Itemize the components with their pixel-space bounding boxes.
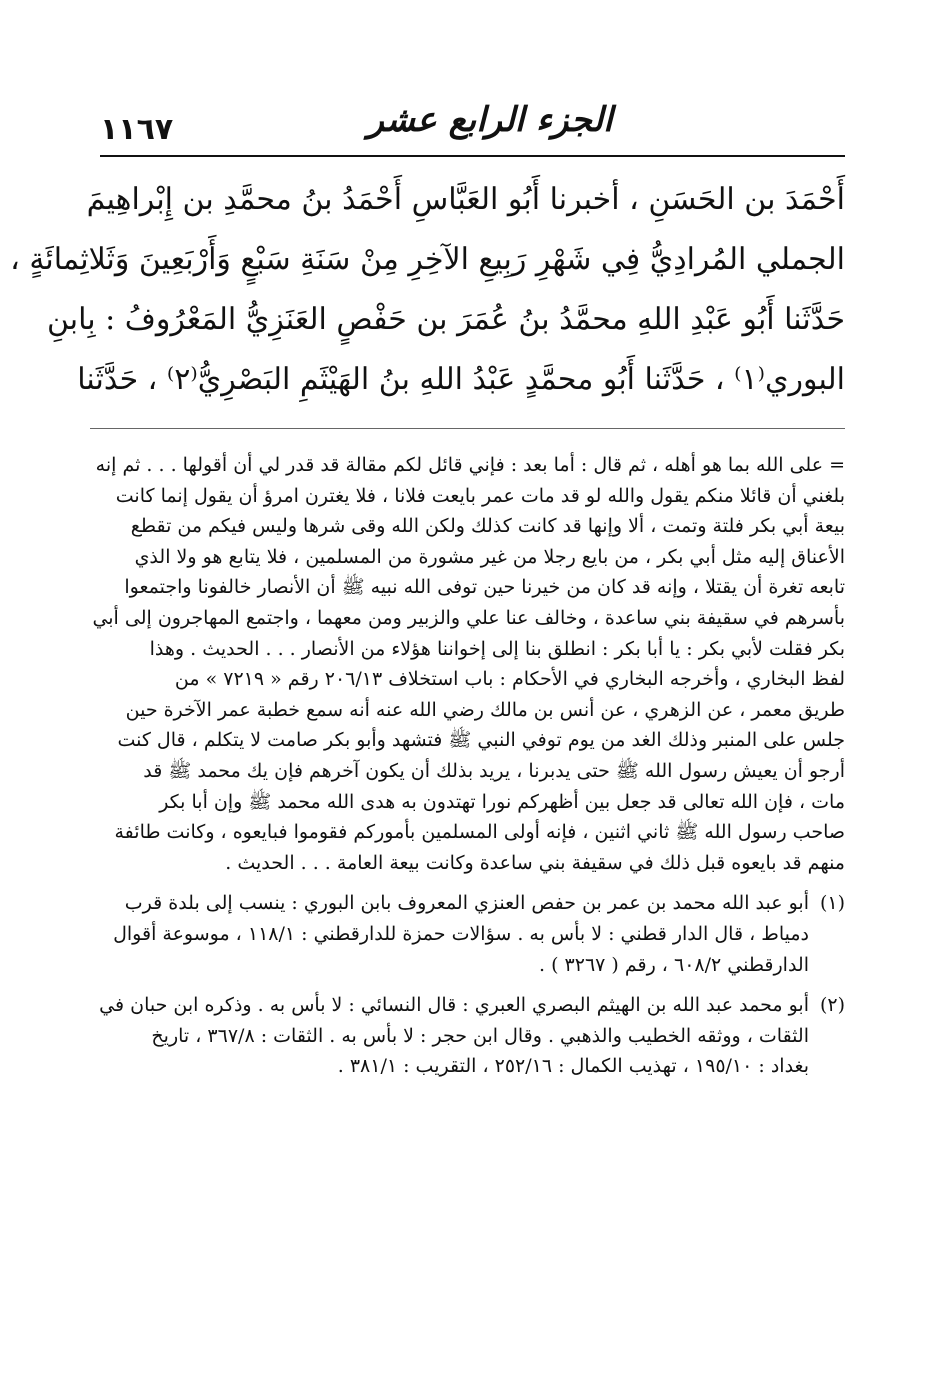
footnote-line: = على الله بما هو أهله ، ثم قال : أما بعد : فإني قائل لكم مقالة قد قدر لي أن أقولها . . . ثم إنه — [95, 454, 845, 476]
footnote-1 — [90, 888, 845, 980]
footnote-line: جلس على المنبر وذلك الغد من يوم توفي النبي ﷺ فتشهد وأبو بكر صامت لا يتكلم ، قال كنت — [117, 729, 845, 752]
footnote-line: الثقات ، ووثقه الخطيب والذهبي . وقال ابن حجر : لا بأس به . الثقات : ٣٦٧/٨ ، تاريخ — [151, 1024, 809, 1047]
footnote-line: الأعناق إليه مثل أبي بكر ، من بايع رجلا من غير مشورة من المسلمين ، فلا يتابع هو ولا الذي — [134, 545, 845, 568]
page-number: ١١٦٧ — [100, 112, 174, 147]
footnote-line: بغداد : ١٩٥/١٠ ، تهذيب الكمال : ٢٥٢/١٦ ، التقريب : ٣٨١/١ . — [337, 1055, 809, 1078]
footnote-line: بكر فقلت لأبي بكر : يا أبا بكر : انطلق بنا إلى إخواننا هؤلاء من الأنصار . . . الحديث . وهذا — [149, 637, 845, 660]
footnote-continuation — [90, 450, 845, 878]
footnote-line: لفظ البخاري ، وأخرجه البخاري في الأحكام : باب استخلاف ٢٠٦/١٣ رقم « ٧٢١٩ » من — [174, 668, 845, 691]
footnote-line: الدارقطني ٦٠٨/٢ ، رقم ( ٣٢٦٧ ) . — [539, 953, 809, 976]
part-title: الجزء الرابع عشر — [367, 100, 613, 140]
page-header — [100, 90, 845, 152]
footnotes — [90, 450, 845, 1082]
footnote-separator — [90, 428, 845, 429]
footnote-line: بلغني أن قائلا منكم يقول والله لو قد مات عمر بايعت فلانا ، فلا يغترن امرؤ أن يقول إنما كانت — [115, 484, 845, 507]
footnote-line: مات ، فإن الله تعالى قد جعل بين أظهركم نورا تهتدون به هدى الله محمد ﷺ وإن أبا بكر — [159, 790, 845, 813]
footnote-line: تابعه تغرة أن يقتلا ، وإنه قد كان من خيرنا حين توفى الله نبيه ﷺ أن الأنصار خالفونا واجتمعوا — [124, 576, 845, 599]
main-text-line: الجملي المُرادِيُّ فِي شَهْرِ رَبِيعِ الآخِرِ مِنْ سَنَةِ سَبْعٍ وَأَرْبَعِينَ وَثَلاثِمائَةٍ ، — [10, 242, 845, 277]
main-text-line: حَدَّثَنا أَبُو عَبْدِ اللهِ محمَّدُ بنُ عُمَرَ بن حَفْصٍ العَنَزِيُّ المَعْرُوفُ : بِابنِ — [46, 302, 845, 337]
footnote-marker: (٢) — [819, 994, 845, 1017]
header-rule — [100, 155, 845, 157]
footnote-line: طريق معمر ، عن الزهري ، عن أنس بن مالك رضي الله عنه أنه سمع خطبة عمر الآخرة حين — [125, 698, 845, 721]
footnote-line: صاحب رسول الله ﷺ ثاني اثنين ، فإنه أولى المسلمين بأموركم فقوموا فبايعوه ، وكانت طائفة — [114, 821, 845, 844]
main-text-line: أَحْمَدَ بن الحَسَنِ ، أخبرنا أَبُو العَبَّاسِ أَحْمَدُ بنُ محمَّدِ بن إِبْراهِيمَ — [86, 182, 845, 217]
footnote-line: منهم قد بايعوه قبل ذلك في سقيفة بني ساعدة وكانت بيعة العامة . . . الحديث . — [225, 851, 845, 874]
footnote-line: دمياط ، قال الدار قطني : لا بأس به . سؤالات حمزة للدارقطني : ١١٨/١ ، موسوعة أقوال — [113, 922, 809, 945]
footnote-line: أبو محمد عبد الله بن الهيثم البصري العبري : قال النسائي : لا بأس به . وذكره ابن حبان في — [99, 994, 809, 1017]
main-text — [10, 170, 845, 410]
main-text-line: البوري⁽١⁾ ، حَدَّثَنا أَبُو محمَّدٍ عَبْدُ اللهِ بنُ الهَيْثَمِ البَصْرِيُّ⁽٢⁾ ، حَدَّثَنا — [77, 362, 845, 397]
footnote-2 — [90, 990, 845, 1082]
footnote-marker: (١) — [819, 892, 845, 915]
footnote-line: أرجو أن يعيش رسول الله ﷺ حتى يدبرنا ، يريد بذلك أن يكون آخرهم فإن يك محمد ﷺ قد — [143, 759, 845, 782]
footnote-line: أبو عبد الله محمد بن عمر بن حفص العنزي المعروف بابن البوري : ينسب إلى بلدة قرب — [124, 892, 809, 915]
footnote-line: بيعة أبي بكر فلتة وتمت ، ألا وإنها قد كانت كذلك ولكن الله وقى شرها وليس فيكم من تقطع — [130, 515, 845, 538]
footnote-line: بأسرهم في سقيفة بني ساعدة ، وخالف عنا علي والزبير ومن معهما ، واجتمع المهاجرون إلى أبي — [92, 606, 845, 629]
